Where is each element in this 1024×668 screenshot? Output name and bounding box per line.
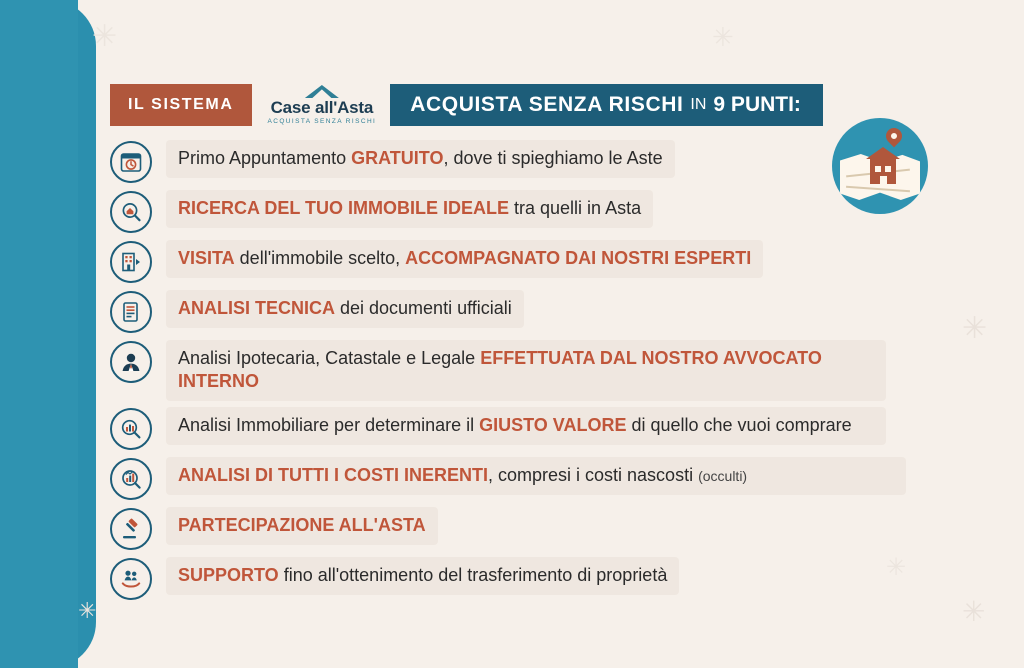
text-segment-highlight: PARTECIPAZIONE ALL'ASTA [178,515,426,536]
chart-magnifier-icon [110,408,152,450]
text-segment: dei documenti ufficiali [335,298,512,318]
header-title-count: 9 PUNTI: [713,93,801,116]
text-segment-highlight: EFFETTUATA DAL NOSTRO AVVOCATO INTERNO [178,348,822,392]
list-item [110,290,910,334]
points-list [110,140,910,607]
list-item [110,407,910,451]
text-segment-highlight: SUPPORTO [178,565,279,586]
list-item [110,457,910,501]
text-segment-highlight: ACCOMPAGNATO DAI NOSTRI ESPERTI [405,248,752,268]
sparkle-icon: ✳ [962,312,988,345]
list-item-text [166,140,675,178]
text-segment: dell'immobile scelto, [234,248,406,268]
magnifier-home-icon [110,191,152,233]
header-bar [110,84,823,126]
document-analysis-icon [110,291,152,333]
house-roof-icon [305,85,339,98]
text-segment: Analisi Immobiliare per determinare il [178,415,480,436]
list-item [110,240,910,284]
support-hand-people-icon [110,558,152,600]
list-item-text [166,240,763,278]
text-segment: di quello che vuoi comprare [626,415,852,436]
text-segment: Primo Appuntamento [178,148,352,168]
left-blue-panel [0,0,96,668]
text-segment: , compresi i costi nascosti [488,465,699,486]
list-item-text [166,507,438,545]
list-item-text [166,407,886,445]
list-item-text [166,557,679,595]
text-segment: , dove ti spieghiamo le Aste [443,148,663,168]
brand-tagline: ACQUISTA SENZA RISCHI [267,118,377,125]
list-item-text [166,290,524,328]
text-segment-highlight: ANALISI TECNICA [178,298,335,318]
list-item [110,554,910,601]
costs-chart-magnifier-icon [110,458,152,500]
header-title [390,84,823,126]
list-item [110,507,910,551]
lawyer-person-icon [110,341,152,383]
text-segment: fino all'ottenimento del trasferimento di proprietà [278,565,668,586]
text-segment-highlight: GIUSTO VALORE [479,415,627,436]
text-segment: Analisi Ipotecaria, Catastale e Legale [178,348,481,368]
list-item [110,190,910,234]
building-visit-icon [110,241,152,283]
text-segment-highlight: GRATUITO [351,148,444,168]
text-segment-highlight: RICERCA DEL TUO IMMOBILE IDEALE [178,198,510,218]
header-title-strong: ACQUISTA SENZA RISCHI [410,93,684,116]
list-item [110,140,910,184]
sparkle-icon: ✳ [712,22,734,52]
calendar-clock-icon [110,141,152,183]
sparkle-icon: ✳ [78,598,97,623]
sparkle-icon: ✳ [962,596,986,627]
text-segment-note: (occulti) [698,468,748,485]
left-blue-panel-inner [0,0,78,668]
list-item-text [166,340,886,401]
brand-name: Case all'Asta [270,98,374,117]
text-segment: tra quelli in Asta [509,198,642,218]
header-tag: IL SISTEMA [110,84,252,126]
sparkle-icon: ✳ [886,554,907,581]
list-item-text [166,190,653,228]
text-segment-highlight: ANALISI DI TUTTI I COSTI INERENTI [178,465,488,486]
header-title-small: IN [690,96,707,113]
auction-gavel-icon [110,508,152,550]
sparkle-icon: ✳ [92,20,118,53]
text-segment-highlight: VISITA [178,248,235,268]
list-item [110,340,910,401]
list-item-text [166,457,906,495]
brand-logo [252,84,391,126]
